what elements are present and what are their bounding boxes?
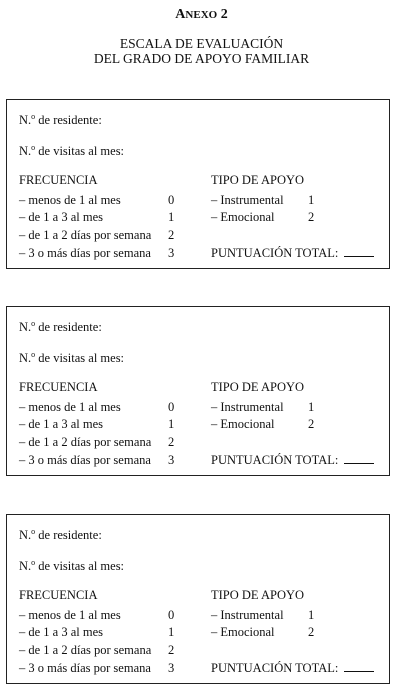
tipo-apoyo-heading: TIPO DE APOYO xyxy=(211,380,305,394)
annex-heading xyxy=(0,7,403,23)
residente-field: N.$^o$ de residente: xyxy=(19,112,102,127)
apoyo-item-value: 2 xyxy=(308,210,315,224)
frecuencia-item-label: – 3 o más días por semana xyxy=(19,246,151,260)
apoyo-item-label: – Instrumental xyxy=(211,400,284,414)
frecuencia-item-value: 1 xyxy=(168,210,175,224)
frecuencia-heading: FRECUENCIA xyxy=(19,588,98,602)
frecuencia-item-value: 2 xyxy=(168,643,175,657)
frecuencia-item-label: – de 1 a 3 al mes xyxy=(19,625,104,639)
title-line-2: DEL GRADO DE APOYO FAMILIAR xyxy=(93,51,310,66)
visitas-field: N.$^o$ de visitas al mes: xyxy=(19,350,125,365)
evaluation-card xyxy=(6,306,390,476)
apoyo-item-value: 1 xyxy=(308,608,315,622)
apoyo-item-value: 1 xyxy=(308,400,315,414)
frecuencia-item-label: – menos de 1 al mes xyxy=(19,400,121,414)
visitas-field: N.$^o$ de visitas al mes: xyxy=(19,143,125,158)
apoyo-item-label: – Emocional xyxy=(211,625,275,639)
apoyo-item-value: 1 xyxy=(308,193,315,207)
frecuencia-item-value: 2 xyxy=(168,435,175,449)
puntuacion-total: PUNTUACIÓN TOTAL: xyxy=(211,661,374,675)
title-line-1: ESCALA DE EVALUACIÓN xyxy=(119,36,284,51)
annex-first-letter: A xyxy=(175,7,186,22)
frecuencia-item-label: – 3 o más días por semana xyxy=(19,661,151,675)
frecuencia-item-label: – de 1 a 2 días por semana xyxy=(19,643,152,657)
frecuencia-item-label: – de 1 a 2 días por semana xyxy=(19,435,152,449)
frecuencia-item-value: 0 xyxy=(168,608,175,622)
frecuencia-item-value: 1 xyxy=(168,625,175,639)
frecuencia-heading: FRECUENCIA xyxy=(19,173,98,187)
tipo-apoyo-heading: TIPO DE APOYO xyxy=(211,173,305,187)
evaluation-card xyxy=(6,99,390,269)
score-blank-line[interactable] xyxy=(344,453,374,464)
puntuacion-total: PUNTUACIÓN TOTAL: xyxy=(211,246,374,260)
residente-field: N.$^o$ de residente: xyxy=(19,319,102,334)
frecuencia-item-value: 0 xyxy=(168,400,175,414)
apoyo-item-value: 2 xyxy=(308,417,315,431)
puntuacion-total: PUNTUACIÓN TOTAL: xyxy=(211,453,374,467)
frecuencia-item-label: – 3 o más días por semana xyxy=(19,453,151,467)
page-title xyxy=(0,36,403,66)
tipo-apoyo-heading: TIPO DE APOYO xyxy=(211,588,305,602)
frecuencia-item-label: – de 1 a 3 al mes xyxy=(19,417,104,431)
visitas-field: N.$^o$ de visitas al mes: xyxy=(19,558,125,573)
frecuencia-item-value: 2 xyxy=(168,228,175,242)
annex-rest: NEXO xyxy=(185,9,218,21)
apoyo-item-label: – Emocional xyxy=(211,210,275,224)
score-blank-line[interactable] xyxy=(344,246,374,257)
frecuencia-item-label: – menos de 1 al mes xyxy=(19,608,121,622)
frecuencia-item-value: 3 xyxy=(168,661,175,675)
residente-field: N.$^o$ de residente: xyxy=(19,527,102,542)
score-blank-line[interactable] xyxy=(344,661,374,672)
frecuencia-item-value: 3 xyxy=(168,453,175,467)
apoyo-item-label: – Instrumental xyxy=(211,193,284,207)
apoyo-item-label: – Emocional xyxy=(211,417,275,431)
apoyo-item-label: – Instrumental xyxy=(211,608,284,622)
evaluation-card xyxy=(6,514,390,684)
frecuencia-item-value: 0 xyxy=(168,193,175,207)
frecuencia-item-label: – de 1 a 3 al mes xyxy=(19,210,104,224)
frecuencia-heading: FRECUENCIA xyxy=(19,380,98,394)
frecuencia-item-value: 3 xyxy=(168,246,175,260)
frecuencia-item-label: – de 1 a 2 días por semana xyxy=(19,228,152,242)
frecuencia-item-label: – menos de 1 al mes xyxy=(19,193,121,207)
annex-number: 2 xyxy=(220,7,228,22)
apoyo-item-value: 2 xyxy=(308,625,315,639)
frecuencia-item-value: 1 xyxy=(168,417,175,431)
